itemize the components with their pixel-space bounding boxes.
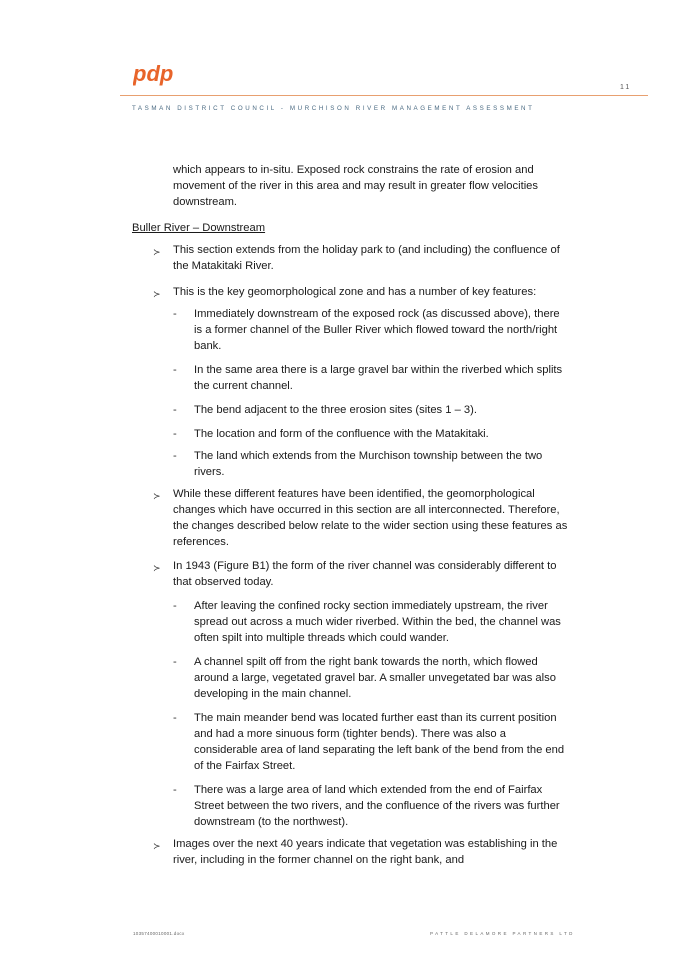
footer-company: PATTLE DELAMORE PARTNERS LTD [430,931,575,936]
dash-icon: - [173,784,177,796]
section-heading: Buller River – Downstream [132,222,266,234]
dash-icon: - [173,428,177,440]
history-item: A channel spilt off from the right bank towards the north, which flowed around a large, vegetated gravel bar. A smaller unvegetated bar was also developing in the main channel. [194,656,556,700]
dash-icon: - [173,656,177,668]
bullet-icon: ≻ [153,247,161,257]
history-item: After leaving the confined rocky section immediately upstream, the river spread out across a much wider riverbed. Within the bed, the channel was often spilt into multiple threads which could wander. [194,600,561,644]
feature-item: The land which extends from the Murchison township between the two rivers. [194,450,543,478]
bullet-text: This is the key geomorphological zone and has a number of key features: [173,286,537,298]
bullet-icon: ≻ [153,491,161,501]
dash-icon: - [173,712,177,724]
footer-doc-ref: 10357400010001.docx [133,931,185,936]
dash-icon: - [173,404,177,416]
pdp-logo [133,62,179,88]
bullet-text: This section extends from the holiday park to (and including) the confluence of the Matakitaki River. [173,244,560,272]
running-title: TASMAN DISTRICT COUNCIL - MURCHISON RIVER MANAGEMENT ASSESSMENT [132,105,535,112]
feature-item: The bend adjacent to the three erosion sites (sites 1 – 3). [194,404,477,416]
bullet-text: While these different features have been identified, the geomorphological changes which have occurred in this section are all interconnected. Therefore, the changes described below relate to the wider section using these features as references. [173,488,568,548]
dash-icon: - [173,364,177,376]
dash-icon: - [173,450,177,462]
bullet-text: In 1943 (Figure B1) the form of the river channel was considerably different to that observed today. [173,560,557,588]
intro-paragraph: which appears to in-situ. Exposed rock constrains the rate of erosion and movement of the river in this area and may result in greater flow velocities downstream. [173,164,538,208]
feature-item: In the same area there is a large gravel bar within the riverbed which splits the current channel. [194,364,563,392]
page-number: 11 [620,84,632,91]
logo-text: pdp [133,62,174,86]
bullet-icon: ≻ [153,289,161,299]
history-item: The main meander bend was located further east than its current position and had a more sinuous form (tighter bends). There was also a considerable area of land separating the left bank of the bend from the end of the Fairfax Street. [194,712,565,772]
feature-item: The location and form of the confluence with the Matakitaki. [194,428,489,440]
header-rule [120,95,648,96]
bullet-icon: ≻ [153,563,161,573]
bullet-text: Images over the next 40 years indicate that vegetation was establishing in the river, including in the former channel on the right bank, and [173,838,558,866]
bullet-icon: ≻ [153,841,161,851]
dash-icon: - [173,308,177,320]
dash-icon: - [173,600,177,612]
feature-item: Immediately downstream of the exposed rock (as discussed above), there is a former channel of the Buller River which flowed toward the north/right bank. [194,308,560,352]
history-item: There was a large area of land which extended from the end of Fairfax Street between the two rivers, and the confluence of the rivers was further downstream (to the northwest). [194,784,560,828]
